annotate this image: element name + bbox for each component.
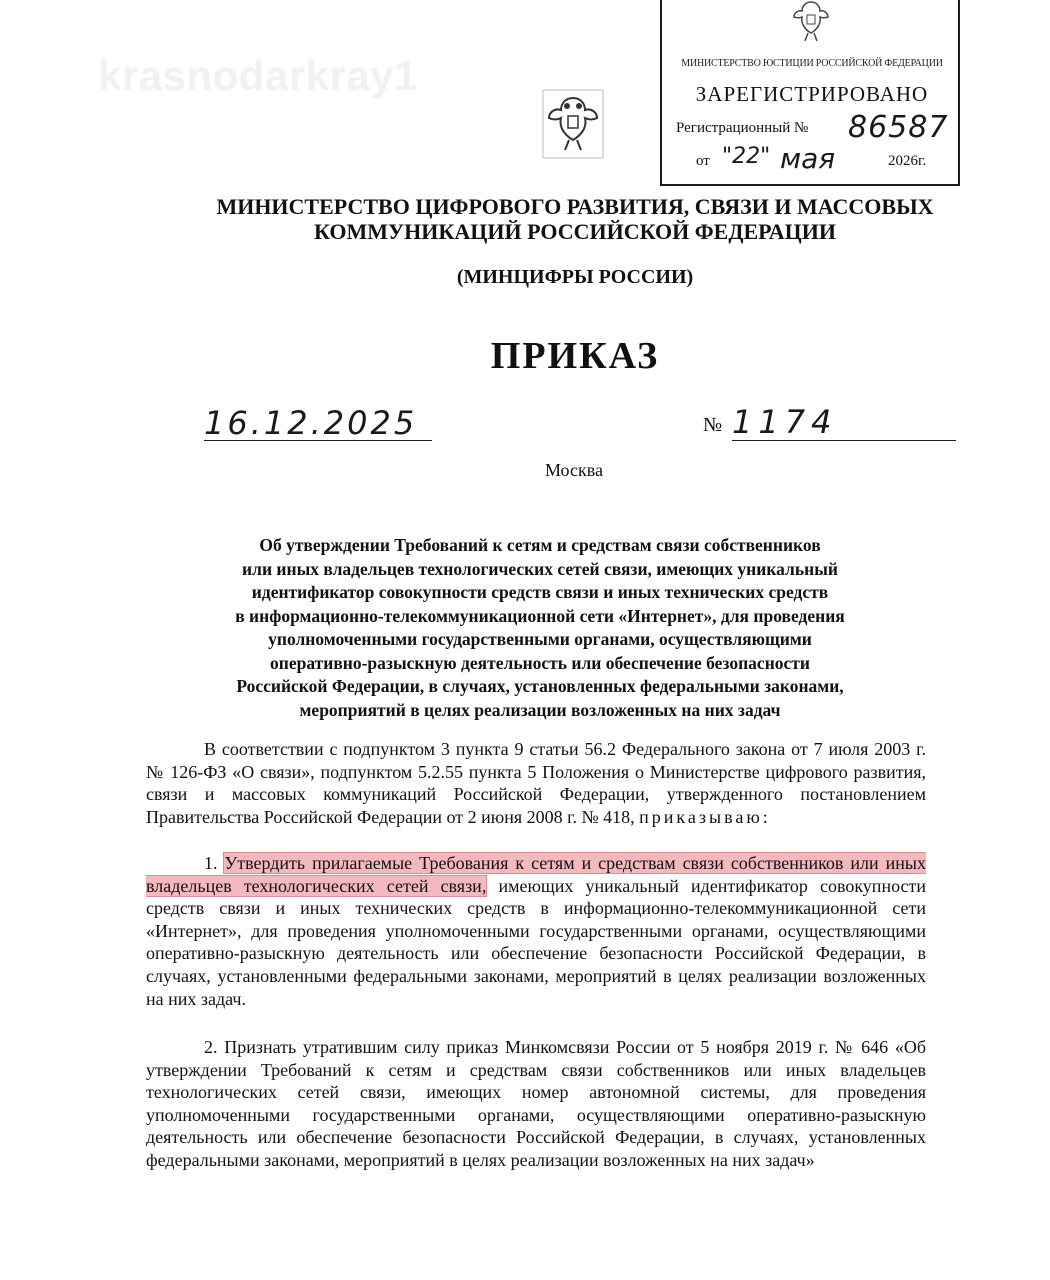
clause-1-number: 1. [204,853,218,873]
ministry-name-line-2: КОММУНИКАЦИЙ РОССИЙСКОЙ ФЕДЕРАЦИИ [313,219,837,244]
stamp-reg-number: 86587 [848,110,949,145]
coat-of-arms-emblem-icon [541,88,605,160]
clause-2-paragraph: 2. Признать утратившим силу приказ Минкомсвязи России от 5 ноября 2019 г. № 646 «Об утверждении Требований к сетям и средствам связи собственников или иных владельцев технологических сетей связи, имеющих номер автономной системы, для проведения уполномоченными государственными органами, осуществляющими оперативно-разыскную деятельность или обеспечение безопасности Российской Федерации, в случаях, установленных федеральными законами, мероприятий в целях реализации возложенных на них задач» [146,1037,926,1170]
stamp-registered-title: ЗАРЕГИСТРИРОВАНО [695,82,929,106]
order-title [130,534,950,722]
stamp-date-prefix: от [696,153,710,169]
registration-stamp [660,0,960,186]
order-title-line: в информационно-телекоммуникационной сети «Интернет», для проведения [235,605,845,626]
clause-1-text: имеющих уникальный идентификатор совокупности средств связи и иных технических средств в информационно-телекоммуникационной сети «Интернет», для проведения уполномоченными государственными органами, осуществляющими оперативно-разыскную деятельность или обеспечение безопасности Российской Федерации, в случаях, установленными федеральными законами, мероприятий в целях реализации возложенных на них задач. [146,875,927,1009]
order-date: 16.12.2025 [204,406,432,441]
order-city: Москва [545,460,603,480]
order-title-line: уполномоченными государственными органами, осуществляющими [268,629,812,649]
order-title-line: оперативно-разыскную деятельность или обеспечение безопасности [270,652,810,673]
order-title-line: Об утверждении Требований к сетям и средствам связи собственников [259,535,821,555]
order-title-line: мероприятий в целях реализации возложенных на них задач [299,699,781,720]
preamble-text: В соответствии с подпунктом 3 пункта 9 статьи 56.2 Федерального закона от 7 июля 2003 г. № 126-ФЗ «О связи», подпунктом 5.2.55 пункта 5 Положения о Министерстве цифрового развития, связи и массовых коммуникаций Российской Федерации, утвержденного постановлением Правительства Российской Федерации от 2 июня 2008 г. № 418, [146,739,926,827]
order-number: 1174 [732,404,956,441]
stamp-emblem-icon [786,0,836,46]
order-title-line: Российской Федерации, в случаях, установленных федеральными законами, [236,676,844,696]
stamp-date-year: 2026г. [888,153,927,169]
document-type-title: ПРИКАЗ [490,335,660,377]
watermark-text: krasnodarkray1 [98,52,418,99]
order-verb: приказываю: [639,806,771,827]
order-title-line: или иных владельцев технологических сетей связи, имеющих уникальный [242,558,838,579]
stamp-date-day: "22" [722,144,771,169]
ministry-short-name: (МИНЦИФРЫ РОССИИ) [456,266,694,288]
ministry-name-line-1: МИНИСТЕРСТВО ЦИФРОВОГО РАЗВИТИЯ, СВЯЗИ И МАССОВЫХ [216,194,934,219]
highlighted-text: Утвердить прилагаемые Требования к сетям и средствам связи собственников или иных владельцев технологических сетей связи, [146,853,926,896]
stamp-ministry-name: МИНИСТЕРСТВО ЮСТИЦИИ РОССИЙСКОЙ ФЕДЕРАЦИИ [681,58,943,69]
stamp-reg-label: Регистрационный № [676,120,809,136]
preamble-paragraph [146,738,926,828]
clause-1-paragraph [146,852,926,1010]
ministry-name [0,194,1050,244]
order-number-sign: № [703,414,723,436]
stamp-date-month: мая [780,142,836,175]
order-title-line: идентификатор совокупности средств связи и иных технических средств [251,582,829,602]
